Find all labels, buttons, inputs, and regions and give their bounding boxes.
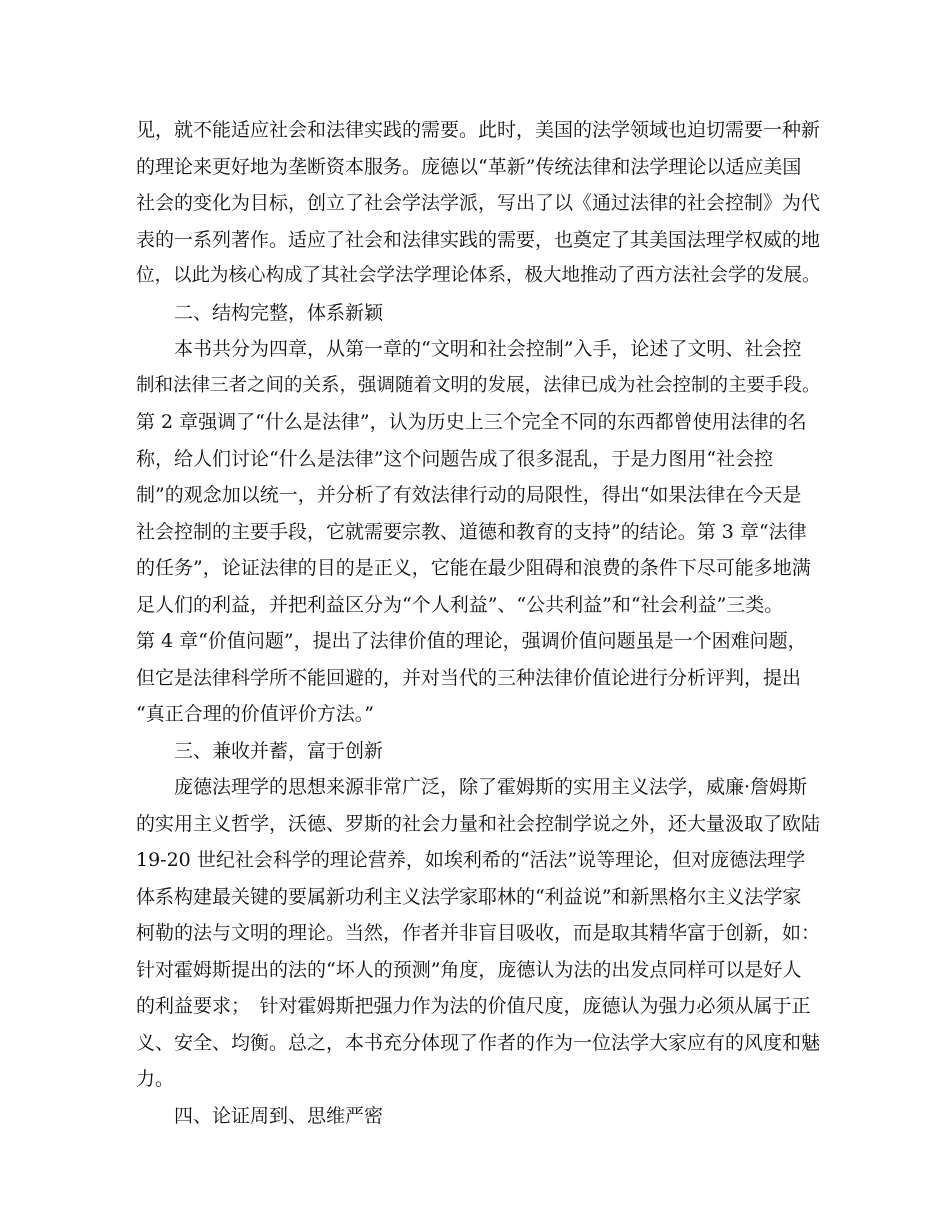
section-heading: 二、结构完整，体系新颖 — [174, 301, 384, 324]
paragraph-line: 的利益要求； 针对霍姆斯把强力作为法的价值尺度，庞德认为强力必须从属于正 — [136, 995, 811, 1017]
paragraph-line: 社会的变化为目标，创立了社会学法学派，写出了以《通过法律的社会控制》为代 — [136, 192, 821, 214]
paragraph-line: 制”的观念加以统一，并分析了有效法律行动的局限性，得出“如果法律在今天是 — [136, 484, 802, 506]
paragraph-line: “真正合理的价值评价方法。” — [136, 703, 374, 725]
paragraph-line: 义、安全、均衡。总之，本书充分体现了作者的作为一位法学大家应有的风度和魅 — [136, 1031, 821, 1054]
paragraph-line: 柯勒的法与文明的理论。当然，作者并非盲目吸收，而是取其精华富于创新，如： — [136, 922, 821, 944]
paragraph-line: 的任务”，论证法律的目的是正义，它能在最少阻碍和浪费的条件下尽可能多地满 — [136, 557, 811, 579]
paragraph-line: 表的一系列著作。适应了社会和法律实践的需要，也奠定了其美国法理学权威的地 — [136, 228, 821, 251]
paragraph-line: 称，给人们讨论“什么是法律”这个问题告成了很多混乱，于是力图用“社会控 — [136, 447, 774, 470]
paragraph-line: 针对霍姆斯提出的法的“坏人的预测”角度，庞德认为法的出发点同样可以是好人 — [136, 958, 802, 981]
section-heading: 三、兼收并蓄，富于创新 — [174, 739, 384, 762]
paragraph-line: 第 2 章强调了“什么是法律”，认为历史上三个完全不同的东西都曾使用法律的名 — [136, 411, 807, 433]
paragraph-line: 制和法律三者之间的关系，强调随着文明的发展，法律已成为社会控制的主要手段。 — [136, 374, 821, 396]
paragraph-line: 力。 — [136, 1068, 175, 1090]
paragraph-line: 社会控制的主要手段，它就需要宗教、道德和教育的支持”的结论。第 3 章“法律 — [136, 520, 807, 543]
paragraph-line: 的理论来更好地为垄断资本服务。庞德以“革新”传统法律和法学理论以适应美国 — [136, 155, 802, 178]
paragraph-line: 本书共分为四章，从第一章的“文明和社会控制”入手，论述了文明、社会控 — [174, 338, 802, 360]
paragraph-line: 但它是法律科学所不能回避的，并对当代的三种法律价值论进行分析评判，提出 — [136, 666, 802, 689]
paragraph-line: 见，就不能适应社会和法律实践的需要。此时，美国的法学领域也迫切需要一种新 — [136, 119, 821, 141]
paragraph-line: 位，以此为核心构成了其社会学法学理论体系，极大地推动了西方法社会学的发展。 — [136, 265, 821, 286]
document-body — [136, 112, 826, 1134]
paragraph-line: 的实用主义哲学，沃德、罗斯的社会力量和社会控制学说之外，还大量汲取了欧陆 — [136, 812, 821, 835]
paragraph-line: 足人们的利益，并把利益区分为“个人利益”、“公共利益”和“社会利益”三类。 — [136, 593, 784, 616]
paragraph-line: 19-20 世纪社会科学的理论营养，如埃利希的“活法”说等理论，但对庞德法理学 — [136, 849, 806, 871]
section-heading: 四、论证周到、思维严密 — [174, 1104, 384, 1127]
paragraph-line: 庞德法理学的思想来源非常广泛，除了霍姆斯的实用主义法学，威廉·詹姆斯 — [174, 776, 808, 798]
paragraph-line: 体系构建最关键的要属新功利主义法学家耶林的“利益说”和新黑格尔主义法学家 — [136, 885, 802, 908]
paragraph-line: 第 4 章“价值问题”，提出了法律价值的理论，强调价值问题虽是一个困难问题， — [136, 630, 807, 652]
